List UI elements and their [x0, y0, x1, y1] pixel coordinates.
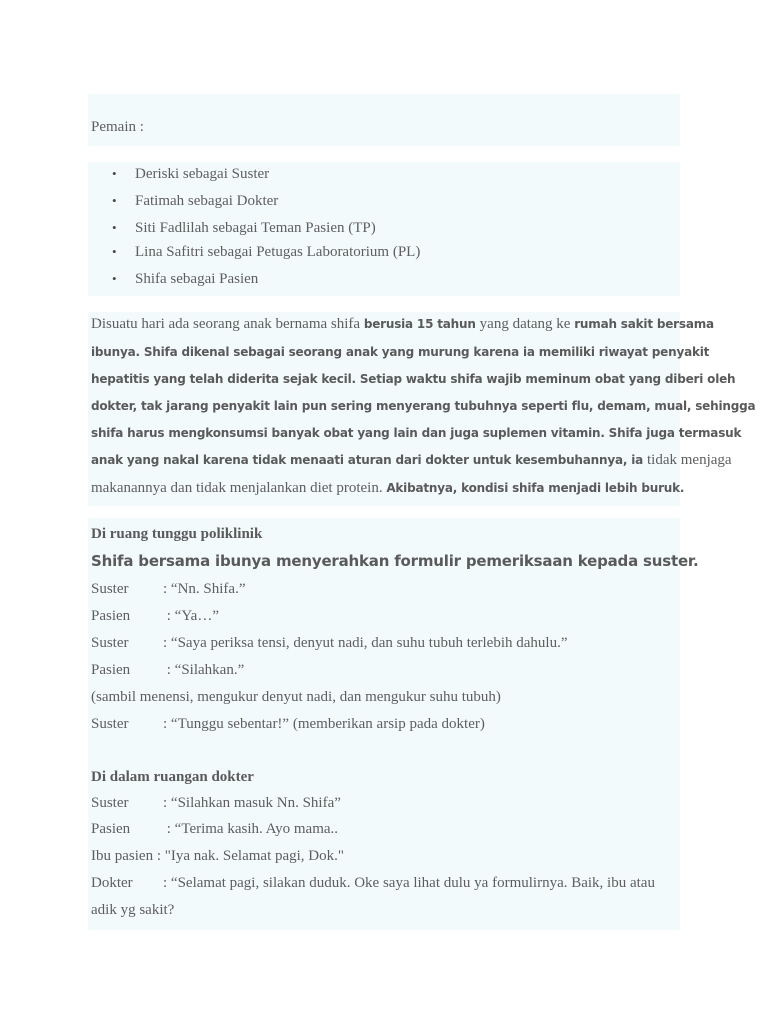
- dialogue-text: : “Nn. Shifa.”: [163, 581, 246, 597]
- player-name: Fatimah sebagai Dokter: [135, 193, 279, 209]
- story-text-bold: rumah sakit bersama: [574, 317, 714, 331]
- story-line: shifa harus mengkonsumsi banyak obat yang lain dan juga suplemen vitamin. Shifa juga termasuk: [91, 426, 742, 440]
- story-text-bold: Akibatnya, kondisi shifa menjadi lebih buruk.: [386, 481, 685, 495]
- story-line: [91, 449, 732, 471]
- stage-direction: (sambil menensi, mengukur denyut nadi, dan mengukur suhu tubuh): [91, 689, 501, 705]
- story-text: Disuatu hari ada seorang anak bernama shifa: [91, 316, 364, 332]
- player-name: Deriski sebagai Suster: [135, 166, 270, 182]
- story-text: yang datang ke: [479, 316, 575, 332]
- player-name: Shifa sebagai Pasien: [135, 271, 259, 287]
- story-text-bold: anak yang nakal karena tidak menaati aturan dari dokter untuk kesembuhannya, ia: [91, 453, 647, 467]
- dialogue-line: [91, 659, 244, 681]
- dialogue-text: : “Terima kasih. Ayo mama..: [163, 821, 339, 837]
- dialogue-text: : “Saya periksa tensi, denyut nadi, dan suhu tubuh terlebih dahulu.”: [163, 635, 568, 651]
- player-name: Lina Safitri sebagai Petugas Laboratorium (PL): [135, 244, 421, 260]
- dialogue-text: : “Silahkan.”: [163, 662, 245, 678]
- speaker-name: Dokter: [91, 875, 133, 891]
- story-line: ibunya. Shifa dikenal sebagai seorang anak yang murung karena ia memiliki riwayat penyakit: [91, 345, 710, 359]
- dialogue-line: [91, 632, 568, 654]
- speaker-name: Pasien: [91, 608, 131, 624]
- scene-subtitle: Shifa bersama ibunya menyerahkan formulir pemeriksaan kepada suster.: [91, 552, 699, 570]
- dialogue-line: [91, 818, 338, 840]
- story-text: makanannya dan tidak menjalankan diet protein.: [91, 480, 387, 496]
- speaker-name: Pasien: [91, 662, 131, 678]
- bullet-icon: •: [112, 193, 117, 208]
- story-line: [91, 477, 684, 499]
- story-text-bold: berusia 15 tahun: [363, 317, 480, 331]
- bullet-icon: •: [112, 271, 117, 286]
- story-line: [91, 313, 714, 335]
- bullet-icon: •: [112, 166, 117, 181]
- speaker-name: Suster: [91, 581, 129, 597]
- scene-title: Di ruang tunggu poliklinik: [91, 526, 263, 542]
- player-name: Siti Fadlilah sebagai Teman Pasien (TP): [135, 220, 376, 236]
- speaker-name: Suster: [91, 635, 129, 651]
- story-text: tidak menjaga: [647, 452, 732, 468]
- story-paragraph: [88, 312, 756, 506]
- dialogue-section: [88, 518, 699, 930]
- speaker-name: Pasien: [91, 821, 131, 837]
- dialogue-text: : “Selamat pagi, silakan duduk. Oke saya lihat dulu ya formulirnya. Baik, ibu atau: [163, 875, 655, 891]
- players-label: Pemain :: [91, 119, 144, 135]
- bullet-icon: •: [112, 220, 117, 235]
- dialogue-text: : “Ya…”: [163, 608, 219, 624]
- dialogue-line: [91, 872, 655, 894]
- story-line: dokter, tak jarang penyakit lain pun sering menyerang tubuhnya seperti flu, demam, mual, sehingga: [91, 399, 756, 413]
- dialogue-line: [91, 578, 245, 600]
- scene-title: Di dalam ruangan dokter: [91, 769, 254, 785]
- dialogue-text: : “Silahkan masuk Nn. Shifa”: [163, 795, 341, 811]
- dialogue-line: [91, 792, 341, 814]
- speaker-name: Suster: [91, 716, 129, 732]
- players-list: [88, 162, 680, 296]
- dialogue-line: [91, 605, 219, 627]
- players-label-block: [88, 94, 680, 146]
- dialogue-line-continued: adik yg sakit?: [91, 902, 175, 918]
- dialogue-text: : “Tunggu sebentar!” (memberikan arsip pada dokter): [163, 716, 485, 732]
- dialogue-line: [91, 713, 485, 735]
- bullet-icon: •: [112, 244, 117, 259]
- story-line: hepatitis yang telah diderita sejak kecil. Setiap waktu shifa wajib meminum obat yang diberi oleh: [91, 372, 736, 386]
- dialogue-line: Ibu pasien : "Iya nak. Selamat pagi, Dok.": [91, 848, 345, 864]
- speaker-name: Suster: [91, 795, 129, 811]
